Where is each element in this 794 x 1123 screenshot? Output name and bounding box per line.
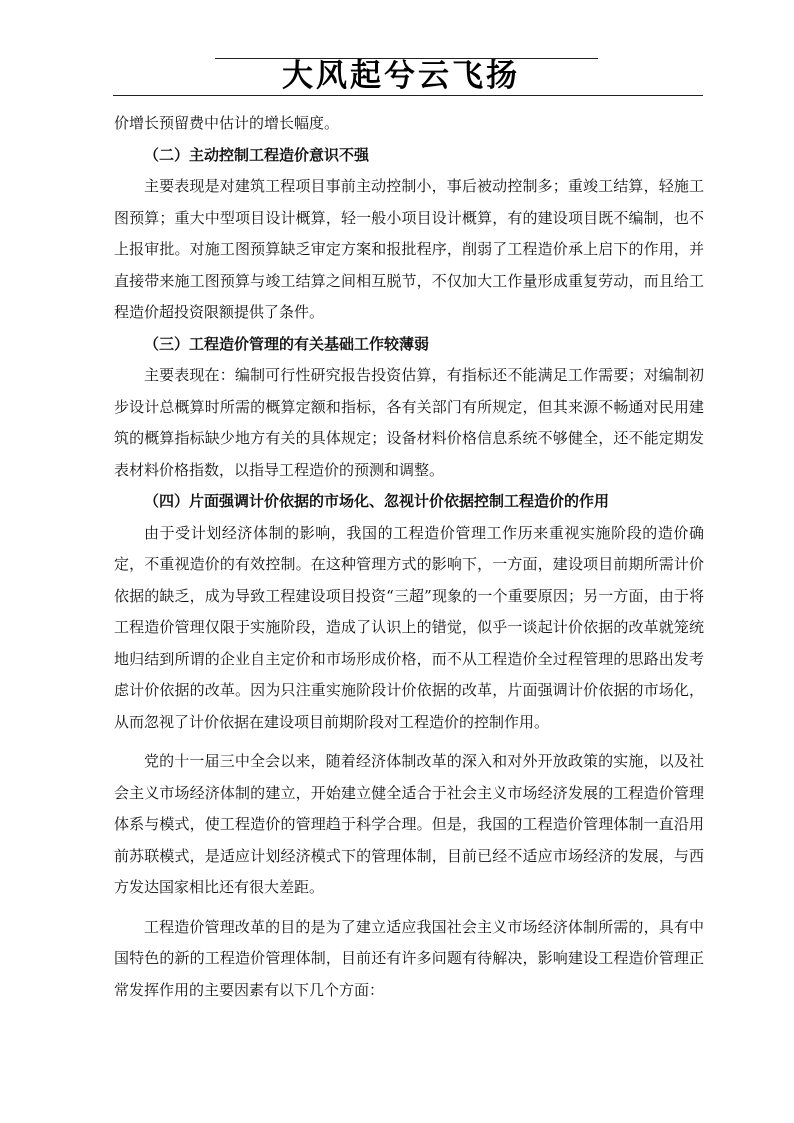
paragraph-section-3: 主要表现在：编制可行性研究报告投资估算，有指标还不能满足工作需要；对编制初步设计总概算时所需的概算定额和指标，各有关部门有所规定，但其来源不畅通对民用建筑的概算指标缺少地方有关的具体规定；设备材料价格信息系统不够健全，还不能定期发表材料价格指数，以指导工程造价的预测和调整。 (114, 366, 704, 479)
paragraph-gap (114, 738, 704, 746)
paragraph-continuation: 价增长预留费中估计的增长幅度。 (114, 114, 340, 132)
section-heading-4: （四）片面强调计价依据的市场化、忽视计价依据控制工程造价的作用 (144, 492, 610, 510)
paragraph-section-4: 由于受计划经济体制的影响，我国的工程造价管理工作历来重视实施阶段的造价确定，不重视造价的有效控制。在这种管理方式的影响下，一方面，建设项目前期所需计价依据的缺乏，成为导致工程建设项目投资“三超”现象的一个重要原因；另一方面，由于将工程造价管理仅限于实施阶段，造成了认识上的错觉，似乎一谈起计价依据的改革就笼统地归结到所谓的企业自主定价和市场形成价格，而不从工程造价全过程管理的思路出发考虑计价依据的改革。因为只注重实施阶段计价依据的改革，片面强调计价依据的市场化，从而忽视了计价依据在建设项目前期阶段对工程造价的控制作用。 (114, 523, 704, 731)
section-heading-2: （二）主动控制工程造价意识不强 (144, 145, 370, 164)
document-body (114, 108, 704, 1006)
paragraph-reform-history: 党的十一届三中全会以来，随着经济体制改革的深入和对外开放政策的实施，以及社会主义市场经济体制的建立，开始建立健全适合于社会主义市场经济发展的工程造价管理体系与模式，使工程造价的管理趋于科学合理。但是，我国的工程造价管理体制一直沿用前苏联模式，是适应计划经济模式下的管理体制，目前已经不适应市场经济的发展，与西方发达国家相比还有很大差距。 (114, 752, 704, 896)
paragraph-reform-goal: 工程造价管理改革的目的是为了建立适应我国社会主义市场经济体制所需的，具有中国特色的新的工程造价管理体制，目前还有许多问题有待解决，影响建设工程造价管理正常发挥作用的主要因素有以下几个方面： (114, 917, 704, 999)
header-rule-bottom (113, 95, 703, 96)
paragraph-gap (114, 904, 704, 912)
section-heading-3: （三）工程造价管理的有关基础工作较薄弱 (144, 334, 430, 353)
paragraph-section-2: 主要表现是对建筑工程项目事前主动控制小，事后被动控制多；重竣工结算，轻施工图预算；重大中型项目设计概算，轻一般小项目设计概算，有的建设项目既不编制，也不上报审批。对施工图预算缺乏审定方案和报批程序，削弱了工程造价承上启下的作用，并直接带来施工图预算与竣工结算之间相互脱节，不仅加大工作量形成重复劳动，而且给工程造价超投资限额提供了条件。 (114, 177, 704, 321)
page-header-title: 大风起兮云飞扬 (282, 58, 520, 94)
